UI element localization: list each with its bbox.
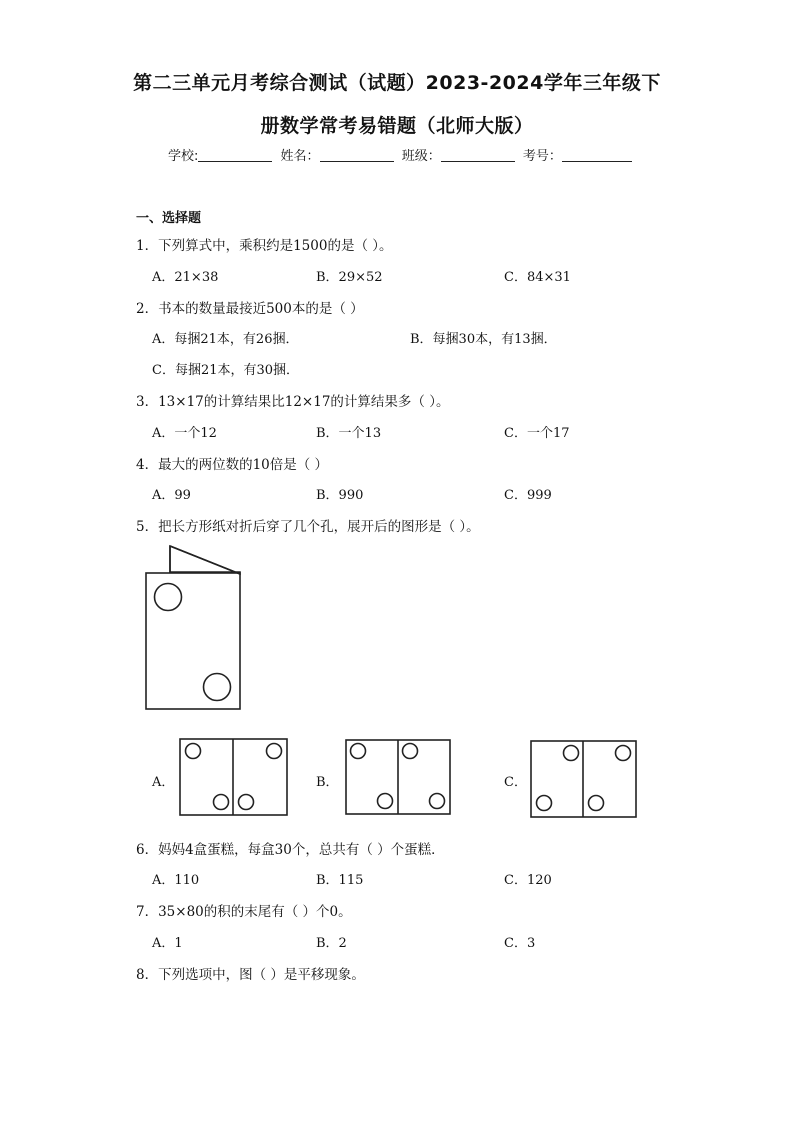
question-3-stem: 3．13×17的计算结果比12×17的计算结果多（ ）。 (136, 394, 450, 410)
hole-bottom-right (204, 674, 231, 701)
question-6-option-a[interactable]: A．110 (152, 873, 200, 888)
option-a-hole (186, 744, 201, 759)
name-label: 姓名： (280, 149, 320, 164)
question-5-option-a[interactable]: A． (152, 775, 175, 790)
question-2-option-c[interactable]: C．每捆21本，有30捆． (152, 363, 300, 378)
option-b-hole (403, 744, 418, 759)
option-b-hole (430, 794, 445, 809)
question-1-stem: 1．下列算式中，乘积约是1500的是（ ）。 (136, 238, 393, 254)
question-2-option-b[interactable]: B．每捆30本，有13捆． (410, 332, 557, 347)
question-4-option-b[interactable]: B．990 (316, 488, 364, 503)
name-blank[interactable] (320, 149, 394, 162)
exam-number-blank[interactable] (562, 149, 632, 162)
question-6-option-c[interactable]: C．120 (504, 873, 552, 888)
option-a-hole (267, 744, 282, 759)
page-title-line-1: 第二三单元月考综合测试（试题）2023-2024学年三年级下 (133, 72, 661, 94)
option-c-hole (564, 746, 579, 761)
question-1-option-a[interactable]: A．21×38 (152, 270, 219, 285)
folded-paper-figure (140, 540, 250, 715)
question-5-option-b[interactable]: B． (316, 775, 339, 790)
option-a-figure[interactable] (178, 737, 290, 817)
question-6-stem: 6．妈妈4盒蛋糕，每盒30个，总共有（ ）个蛋糕． (136, 842, 445, 858)
question-4-option-c[interactable]: C．999 (504, 488, 552, 503)
class-label: 班级： (401, 149, 441, 164)
option-c-hole (616, 746, 631, 761)
option-b-hole (351, 744, 366, 759)
option-a-hole (239, 795, 254, 810)
question-5-option-c[interactable]: C． (504, 775, 527, 790)
class-blank[interactable] (441, 149, 515, 162)
page-title-line-2: 册数学常考易错题（北师大版） (260, 115, 534, 137)
question-2-stem: 2．书本的数量最接近500本的是（ ） (136, 301, 364, 317)
student-info-row (168, 145, 636, 164)
question-3-option-c[interactable]: C．一个17 (504, 426, 570, 441)
question-1-option-c[interactable]: C．84×31 (504, 270, 571, 285)
option-a-hole (214, 795, 229, 810)
question-7-option-a[interactable]: A．1 (152, 936, 183, 951)
school-blank[interactable] (198, 149, 272, 162)
question-7-option-b[interactable]: B．2 (316, 936, 347, 951)
flap-edge-top (170, 546, 240, 574)
question-2-option-a[interactable]: A．每捆21本，有26捆． (152, 332, 299, 347)
folded-paper-rect (146, 573, 240, 709)
exam-number-label: 考号： (522, 149, 562, 164)
question-3-option-a[interactable]: A．一个12 (152, 426, 217, 441)
option-c-hole (537, 796, 552, 811)
question-4-option-a[interactable]: A．99 (152, 488, 191, 503)
option-c-figure[interactable] (529, 739, 639, 819)
option-b-hole (378, 794, 393, 809)
question-4-stem: 4．最大的两位数的10倍是（ ） (136, 457, 329, 473)
question-1-option-b[interactable]: B．29×52 (316, 270, 383, 285)
option-c-hole (589, 796, 604, 811)
option-b-figure[interactable] (344, 738, 452, 816)
section-title: 一、选择题 (136, 211, 202, 226)
question-5-stem: 5．把长方形纸对折后穿了几个孔，展开后的图形是（ ）。 (136, 519, 480, 535)
school-label: 学校: (168, 149, 199, 164)
question-3-option-b[interactable]: B．一个13 (316, 426, 382, 441)
question-7-option-c[interactable]: C．3 (504, 936, 536, 951)
hole-top-left (155, 584, 182, 611)
question-8-stem: 8．下列选项中，图（ ）是平移现象。 (136, 967, 365, 983)
question-7-stem: 7．35×80的积的末尾有（ ）个0。 (136, 904, 352, 920)
question-6-option-b[interactable]: B．115 (316, 873, 364, 888)
